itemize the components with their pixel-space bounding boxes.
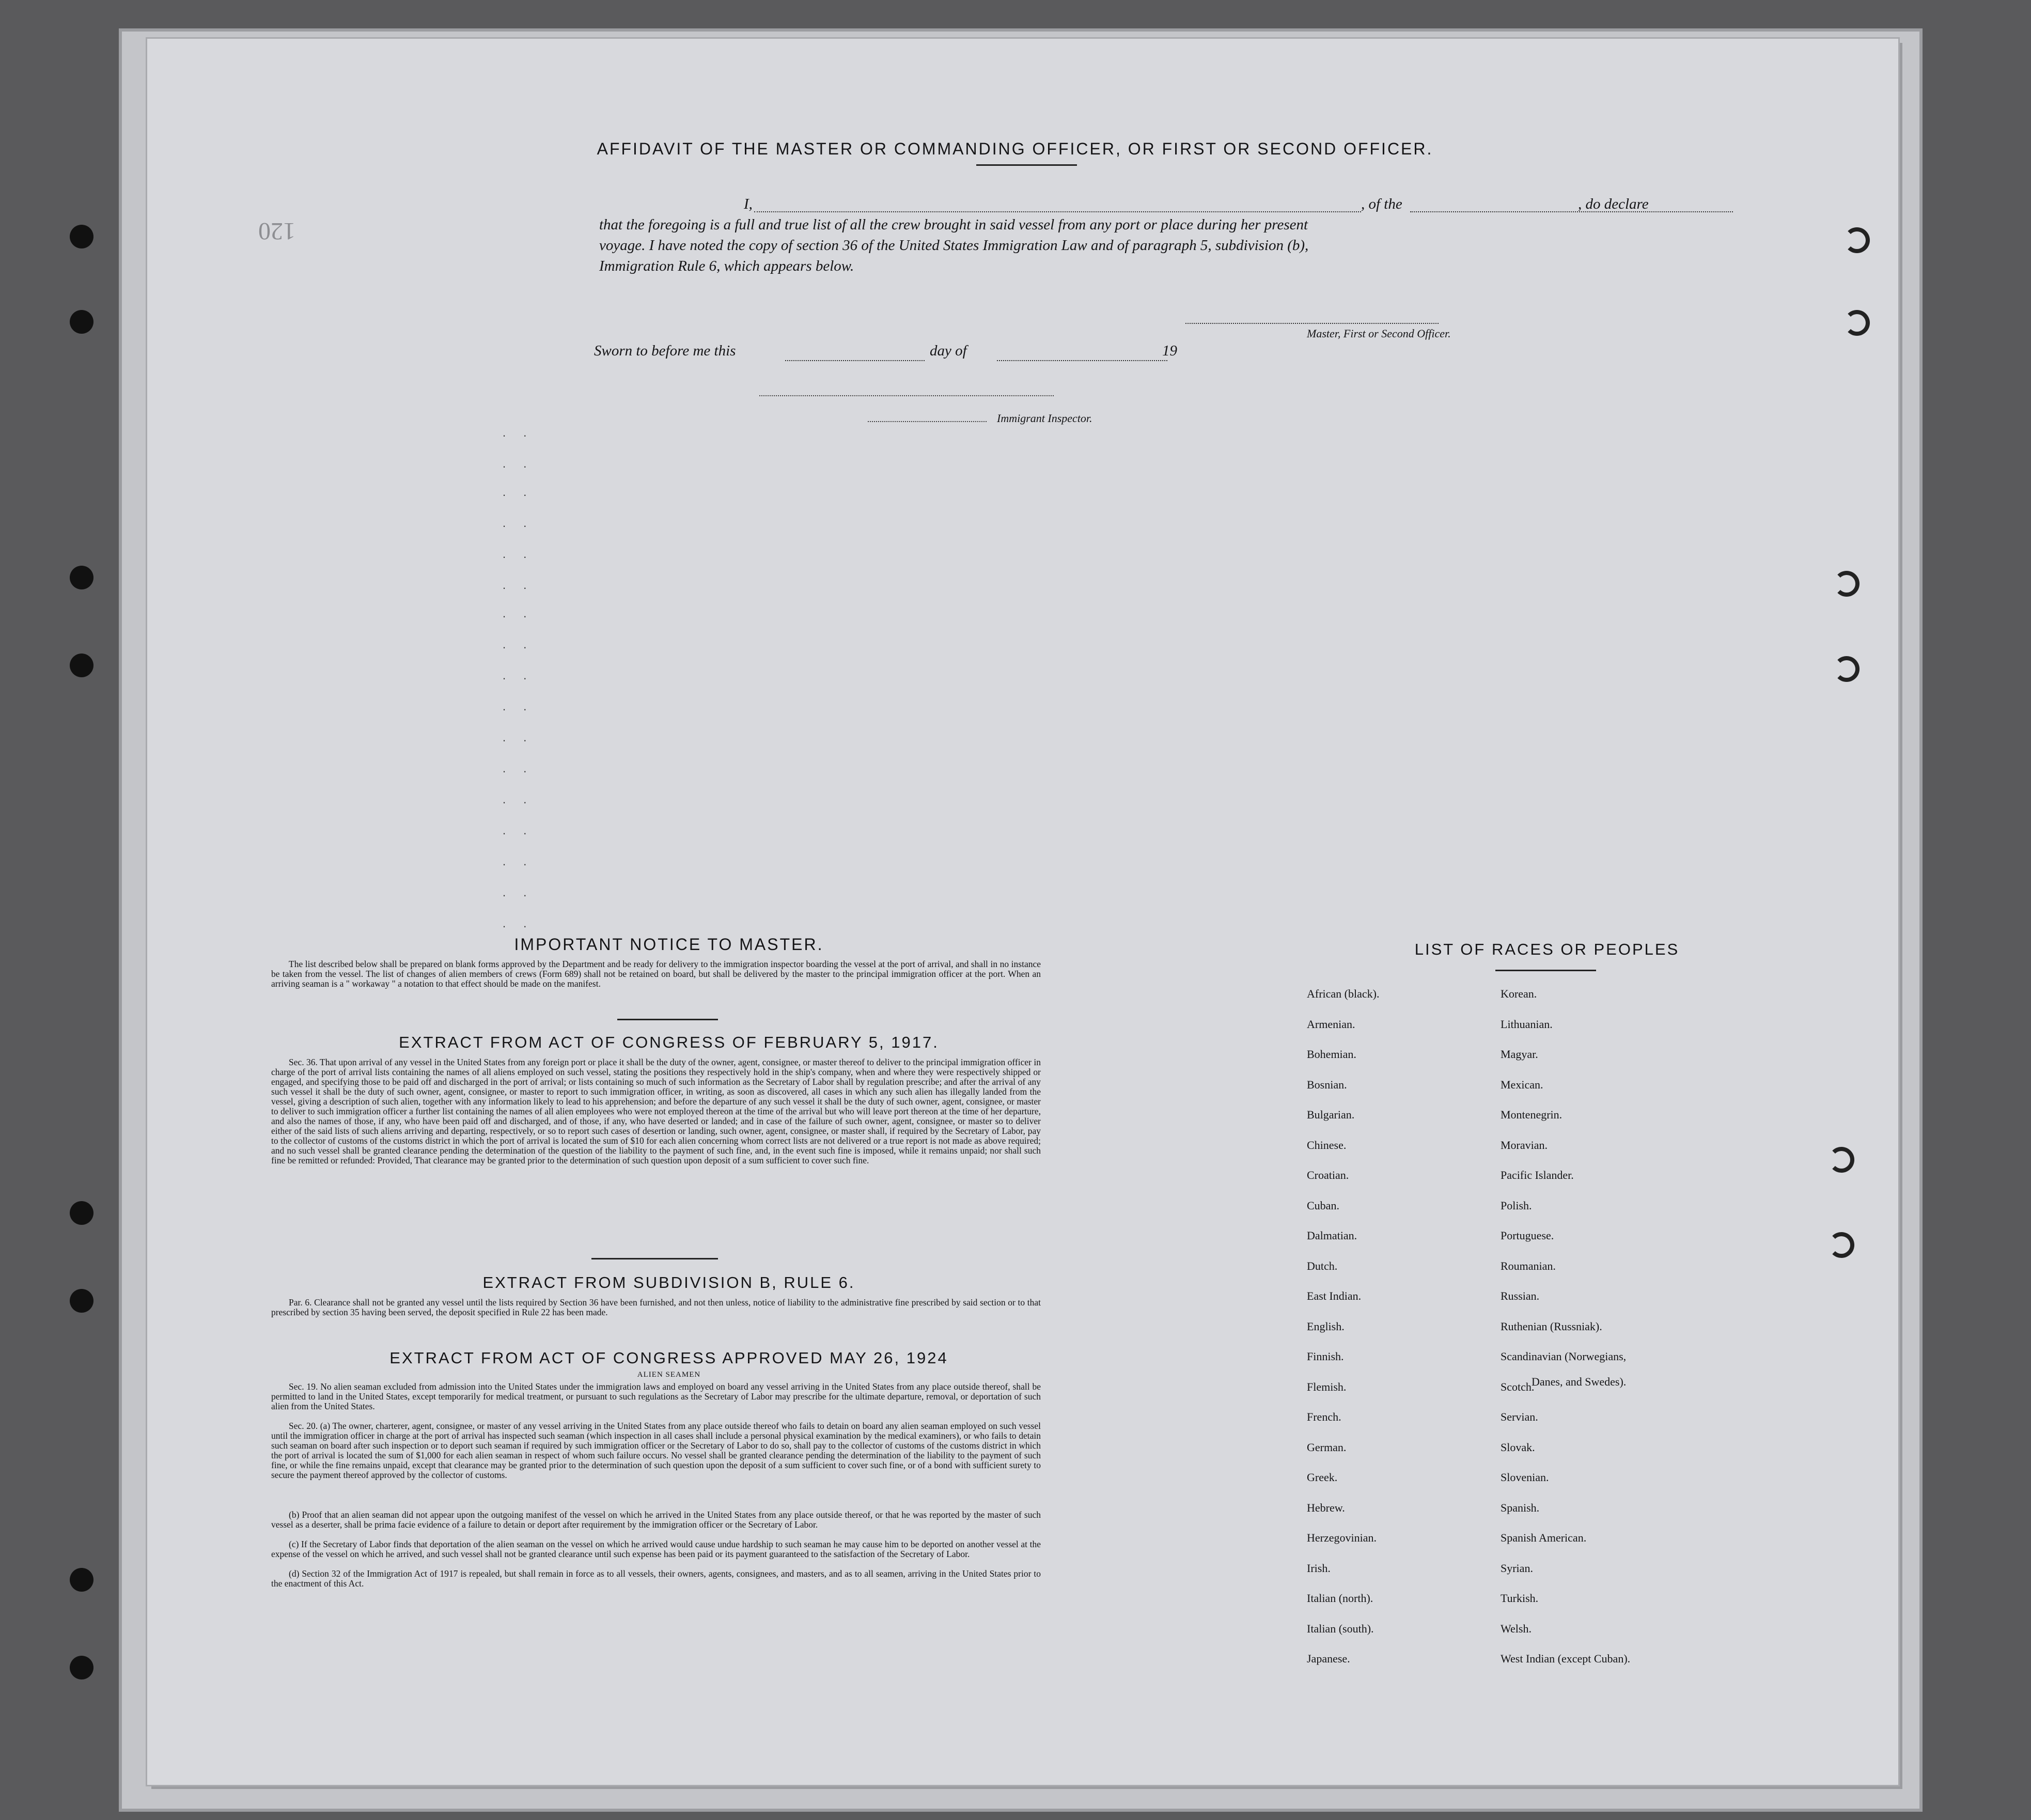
leader-dots: . . <box>503 700 534 713</box>
manifest-page <box>147 39 1898 1785</box>
extract-1924-sec20d: (d) Section 32 of the Immigration Act of 1917 is repealed, but shall remain in force as to all vessels, their owners, agents, consignees, and masters, and as to all seamen, arriving in the United States prior to the enactment of this Act. <box>271 1568 1041 1589</box>
extract-1924-sec20c: (c) If the Secretary of Labor finds that deportation of the alien seaman on the vessel on which he arrived would cause undue hardship to such seaman he may cause him to be deported on another vessel at the expense of the vessel on which he arrived, and such vessel shall not be granted clearance until such expense has been paid or its payment guaranteed to the satisfaction of the Secretary of Labor. <box>271 1539 1041 1559</box>
races-title: LIST OF RACES OR PEOPLES <box>1414 940 1680 958</box>
leader-dots: . . <box>503 855 534 868</box>
extract-1917-title: EXTRACT FROM ACT OF CONGRESS OF FEBRUARY 5, 1917. <box>399 1033 939 1051</box>
affidavit-line-1 <box>599 194 1684 214</box>
race-item: Chinese. <box>1307 1138 1347 1152</box>
extract-1924-title: EXTRACT FROM ACT OF CONGRESS APPROVED MAY 26, 1924 <box>389 1349 948 1367</box>
race-item: Flemish. <box>1307 1380 1347 1393</box>
declare-suffix: , do declare <box>1578 196 1649 212</box>
race-item: French. <box>1307 1410 1341 1423</box>
punch-hole <box>1834 571 1860 597</box>
race-item: Slovenian. <box>1501 1471 1549 1484</box>
affidavit-line-3: voyage. I have noted the copy of section 36 of the United States Immigration Law and of paragraph 5, subdivision (b), <box>599 237 1309 254</box>
race-item: Roumanian. <box>1501 1259 1556 1272</box>
leader-dots: . . <box>503 548 534 561</box>
leader-dots: . . <box>503 824 534 837</box>
affidavit-line-2: that the foregoing is a full and true list of all the crew brought in said vessel from any port or place during her present <box>599 216 1308 233</box>
race-item: Italian (south). <box>1307 1622 1374 1635</box>
inspector-label: Immigrant Inspector. <box>997 412 1092 425</box>
race-item: Montenegrin. <box>1501 1108 1563 1121</box>
race-item: Spanish. <box>1501 1501 1540 1514</box>
race-item: Scotch. <box>1501 1380 1535 1393</box>
sworn-line <box>594 343 1266 368</box>
race-item: Irish. <box>1307 1561 1331 1575</box>
leader-dots: . . <box>503 731 534 744</box>
race-item: Welsh. <box>1501 1622 1532 1635</box>
race-item: Cuban. <box>1307 1199 1339 1212</box>
punch-hole <box>70 654 93 677</box>
race-item: Mexican. <box>1501 1078 1543 1091</box>
notice-text: The list described below shall be prepared on blank forms approved by the Department and be ready for delivery to the immigration inspector boarding the vessel at the port of arrival, and shall in no instance be taken from the vessel. The list of changes of alien members of crews (Form 689) shall not be retained on board, but shall be delivered by the master to the principal immigration officer at the port. When an arriving seaman is a " workaway " a notation to that effect should be made on the manifest. <box>271 959 1041 989</box>
leader-dots: . . <box>503 917 534 930</box>
punch-hole <box>70 1289 93 1313</box>
punch-hole <box>70 566 93 589</box>
races-right-column <box>1501 979 1630 1674</box>
race-item: Korean. <box>1501 987 1537 1000</box>
race-item: Croatian. <box>1307 1169 1349 1181</box>
leader-dots: . . <box>503 517 534 530</box>
punch-hole <box>70 310 93 334</box>
race-item: Magyar. <box>1501 1048 1538 1061</box>
section-divider <box>591 1258 718 1259</box>
punch-hole <box>70 1656 93 1679</box>
punch-hole <box>1834 656 1860 682</box>
leader-dots: . . <box>503 669 534 682</box>
punch-hole <box>1844 310 1870 336</box>
leader-dots: . . <box>503 426 534 439</box>
extract-1924-sec20b: (b) Proof that an alien seaman did not appear upon the outgoing manifest of the vessel on which he arrived in the United States from any place outside thereof, or that he was reported by the master of such vessel as a deserter, shall be prima facie evidence of a failure to detain or deport after requirement by the immigration officer or the Secretary of Labor. <box>271 1510 1041 1530</box>
affidavit-body <box>599 194 1684 276</box>
sworn-day-label: day of <box>930 343 967 359</box>
race-item: Herzegovinian. <box>1307 1531 1377 1544</box>
race-item: English. <box>1307 1319 1345 1333</box>
race-item: Bulgarian. <box>1307 1108 1355 1121</box>
race-item: Moravian. <box>1501 1138 1548 1152</box>
race-item: Scandinavian (Norwegians, <box>1501 1350 1627 1363</box>
sworn-day-field[interactable] <box>785 360 925 361</box>
sworn-label: Sworn to before me this <box>594 343 736 359</box>
race-item: Lithuanian. <box>1501 1017 1553 1031</box>
leader-dots: . . <box>503 579 534 592</box>
leader-dots: . . <box>503 886 534 899</box>
race-item: Servian. <box>1501 1410 1538 1423</box>
race-item: German. <box>1307 1440 1347 1454</box>
race-item: Bosnian. <box>1307 1078 1347 1091</box>
race-item: West Indian (except Cuban). <box>1501 1652 1631 1665</box>
race-item: Polish. <box>1501 1199 1532 1212</box>
races-underline <box>1495 970 1596 971</box>
race-item: Ruthenian (Russniak). <box>1501 1319 1602 1333</box>
declarant-name-field[interactable] <box>754 211 1361 212</box>
race-item: Portuguese. <box>1501 1229 1554 1242</box>
race-item: Greek. <box>1307 1471 1338 1484</box>
inspector-signature-line[interactable] <box>759 395 1054 396</box>
section-divider <box>617 1019 718 1020</box>
race-item: Slovak. <box>1501 1440 1535 1454</box>
punch-hole <box>70 225 93 248</box>
subdivision-b-title: EXTRACT FROM SUBDIVISION B, RULE 6. <box>482 1273 855 1292</box>
sworn-year-label: 19 <box>1162 343 1177 359</box>
punch-hole <box>1829 1232 1854 1258</box>
punch-hole <box>70 1568 93 1592</box>
extract-1924-sec19: Sec. 19. No alien seaman excluded from admission into the United States under the immigration laws and employed on board any vessel arriving in the United States from any place outside thereof, shall be permitted to land in the United States, except temporarily for medical treatment, or pursuant to such regulations as the Secretary of Labor may prescribe for the ultimate departure, removal, or deportation of such alien from the United States. <box>271 1381 1041 1411</box>
extract-1924-subtitle: ALIEN SEAMEN <box>637 1371 701 1379</box>
race-item: Hebrew. <box>1307 1501 1345 1514</box>
race-item: Russian. <box>1501 1289 1540 1302</box>
punch-hole <box>1829 1147 1854 1173</box>
race-item: Armenian. <box>1307 1017 1355 1031</box>
sworn-month-field[interactable] <box>997 360 1167 361</box>
affidavit-line-4: Immigration Rule 6, which appears below. <box>599 258 854 274</box>
affidavit-title: AFFIDAVIT OF THE MASTER OR COMMANDING OFFICER, OR FIRST OR SECOND OFFICER. <box>597 139 1433 158</box>
punch-hole <box>70 1201 93 1225</box>
race-item: Turkish. <box>1501 1592 1539 1605</box>
race-item: Italian (north). <box>1307 1592 1373 1605</box>
extract-1924-sec20a: Sec. 20. (a) The owner, charterer, agent, consignee, or master of any vessel arriving in the United States from any place outside thereof who fails to detain on board any alien seaman employed on such vessel until the immigration officer in charge at the port of arrival has inspected such seaman (which inspection in all cases shall include a personal physical examination by the medical examiners), or who fails to detain such seaman on board after such inspection or to deport such seaman if required by such immigration officer or the Secretary of Labor to do so, shall pay to the collector of customs of the customs district in which the port of arrival is located the sum of $1,000 for each alien seaman in respect of whom such failure occurs. No vessel shall be granted clearance pending the determination of the liability to the payment of such fine, or while the fine remains unpaid, except that clearance may be granted prior to the determination of such question upon the deposit of a sum sufficient to cover such fine, or of a bond with sufficient surety to secure the payment thereof approved by the collector of customs. <box>271 1421 1041 1480</box>
signature-label: Master, First or Second Officer. <box>1307 327 1451 340</box>
vessel-name-field[interactable] <box>1410 211 1733 212</box>
race-item: East Indian. <box>1307 1289 1362 1302</box>
race-item: Finnish. <box>1307 1350 1344 1363</box>
race-item: Dalmatian. <box>1307 1229 1357 1242</box>
race-item: Syrian. <box>1501 1561 1533 1575</box>
punch-hole <box>1844 227 1870 253</box>
race-scandinavian-continued: Danes, and Swedes). <box>1532 1375 1627 1388</box>
leader-dots: . . <box>503 638 534 651</box>
inspector-line-short <box>868 421 987 422</box>
races-left-column <box>1307 979 1379 1674</box>
title-underline <box>976 164 1077 166</box>
leader-dots: . . <box>503 607 534 620</box>
subdivision-b-text: Par. 6. Clearance shall not be granted any vessel until the lists required by Section 36 have been furnished, and not then unless, notice of liability to the administrative fine prescribed by said section or to that prescribed by section 35 having been served, the deposit specified in Rule 22 has been made. <box>271 1297 1041 1317</box>
race-item: African (black). <box>1307 987 1380 1000</box>
margin-stamp: 120 <box>258 217 295 245</box>
race-item: Japanese. <box>1307 1652 1350 1665</box>
race-item: Bohemian. <box>1307 1048 1356 1061</box>
leader-dots: . . <box>503 457 534 470</box>
leader-dots: . . <box>503 762 534 775</box>
vessel-prefix: , of the <box>1361 196 1402 212</box>
race-item: Pacific Islander. <box>1501 1169 1574 1181</box>
notice-title: IMPORTANT NOTICE TO MASTER. <box>514 935 824 954</box>
race-item: Dutch. <box>1307 1259 1338 1272</box>
race-item: Spanish American. <box>1501 1531 1587 1544</box>
leader-dots: . . <box>503 486 534 499</box>
declarant-prefix: I, <box>744 196 753 212</box>
extract-1917-text: Sec. 36. That upon arrival of any vessel in the United States from any foreign port or place it shall be the duty of the owner, agent, consignee, or master thereof to deliver to the principal immigration officer in charge of the port of arrival lists containing the names of all aliens employed on such vessel, stating the positions they respectively hold in the ship's company, when and where they were respectively shipped or engaged, and specifying those to be paid off and discharged in the port of arrival; or lists containing so much of such information as the Secretary of Labor shall by regulation prescribe; and after the arrival of any such vessel it shall be the duty of such owner, agent, consignee, or master to report to such immigration officer, in writing, as soon as discovered, all cases in which any such alien has illegally landed from the vessel, giving a description of such alien, together with any information likely to lead to his apprehension; and before the departure of any such vessel it shall be the duty of such owner, agent, consignee, or master to deliver to such immigration officer a further list containing the names of all alien employees who were not employed thereon at the time of the arrival but who will leave port thereon at the time of her departure, and also the names of those, if any, who have been paid off and discharged, and of those, if any, who have deserted or landed; and in case of the failure of such owner, agent, consignee, or master so to deliver either of the said lists of such aliens arriving and departing, respectively, or so to report such cases of desertion or landing, such owner, agent, consignee, or master shall, if required by the Secretary of Labor, pay to the collector of customs of the customs district in which the port of arrival is located the sum of $10 for each alien concerning whom correct lists are not delivered or a true report is not made as above required; and no such vessel shall be granted clearance pending the determination of the question of the liability to the payment of such fine, and, in the event such fine is imposed, while it remains unpaid; nor shall such fine be remitted or refunded: Provided, That clearance may be granted prior to the determination of such question upon deposit of a sum sufficient to cover such fine. <box>271 1057 1041 1165</box>
leader-dots: . . <box>503 793 534 806</box>
signature-line[interactable] <box>1185 323 1439 324</box>
